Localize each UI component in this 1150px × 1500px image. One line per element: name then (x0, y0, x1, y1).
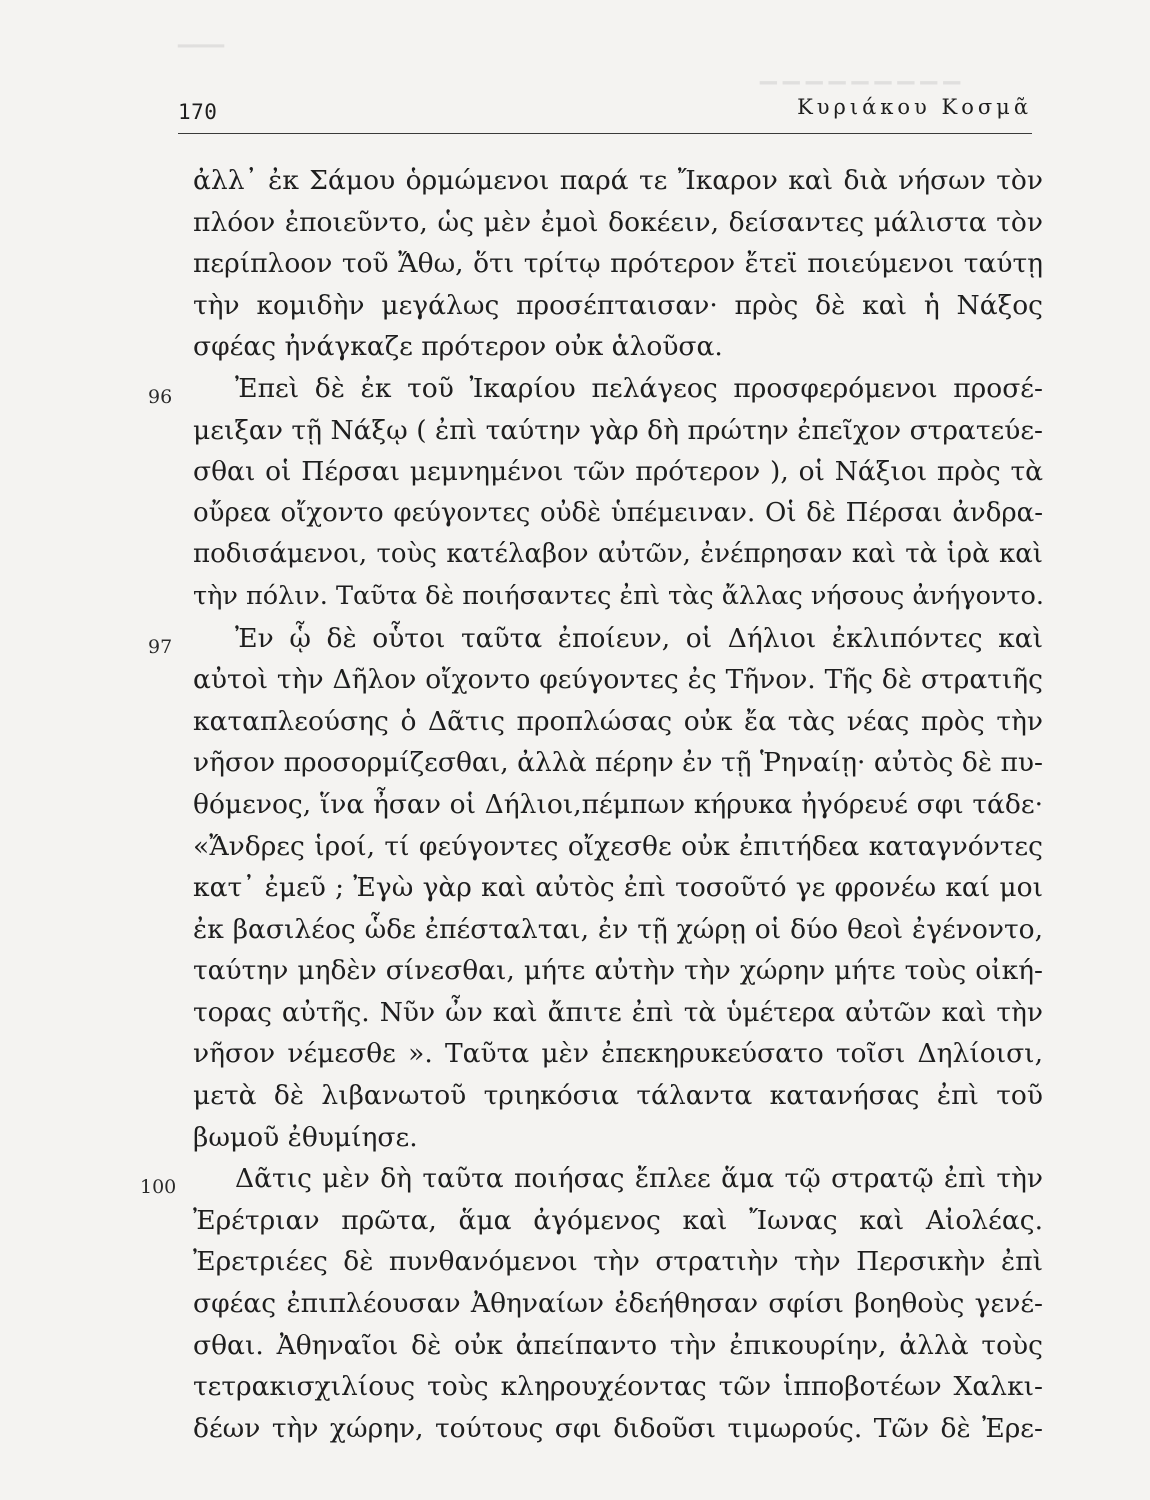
text-line: σφέας ἐπιπλέουσαν Ἀθηναίων ἐδεήθησαν σφίσι βοηθοὺς γενέ- (193, 1288, 1043, 1320)
paragraph (193, 368, 1043, 618)
text-line: ταύτην μηδὲν σίνεσθαι, μήτε αὐτὴν τὴν χώρην μήτε τοὺς οἰκή- (193, 955, 1043, 987)
show-through-decoration: ▔▔▔ (178, 44, 225, 68)
text-line: καταπλεούσης ὁ Δᾶτις προπλώσας οὐκ ἔα τὰς νέας πρὸς τὴν (193, 705, 1043, 737)
paragraph (193, 1158, 1043, 1449)
text-line: κατ᾽ ἐμεῦ ; Ἐγὼ γὰρ καὶ αὐτὸς ἐπὶ τοσοῦτό γε φρονέω καί μοι (193, 872, 1043, 904)
text-line: μετὰ δὲ λιβανωτοῦ τριηκόσια τάλαντα κατανήσας ἐπὶ τοῦ (193, 1080, 1043, 1112)
page-number: 170 (178, 100, 218, 124)
text-line: μειξαν τῇ Νάξῳ ( ἐπὶ ταύτην γὰρ δὴ πρώτην ἐπεῖχον στρατεύε- (193, 414, 1043, 446)
text-line: θόμενος, ἵνα ἦσαν οἱ Δήλιοι,πέμπων κήρυκα ἠγόρευέ σφι τάδε· (193, 788, 1043, 820)
text-line: Δᾶτις μὲν δὴ ταῦτα ποιήσας ἔπλεε ἅμα τῷ στρατῷ ἐπὶ τὴν (235, 1163, 1043, 1195)
text-line: νῆσον νέμεσθε ». Ταῦτα μὲν ἐπεκηρυκεύσατο τοῖσι Δηλίοισι, (193, 1038, 1043, 1070)
page-header (178, 90, 1032, 130)
text-line: τὴν πόλιν. Ταῦτα δὲ ποιήσαντες ἐπὶ τὰς ἄλλας νήσους ἀνήγοντο. (193, 580, 1045, 611)
header-rule (178, 133, 1032, 134)
text-line: αὐτοὶ τὴν Δῆλον οἴχοντο φεύγοντες ἐς Τῆνον. Τῆς δὲ στρατιῆς (193, 664, 1043, 696)
text-line: Ἐν ᾧ δὲ οὗτοι ταῦτα ἐποίευν, οἱ Δήλιοι ἐκλιπόντες καὶ (235, 622, 1043, 654)
text-line: τετρακισχιλίους τοὺς κληρουχέοντας τῶν ἱπποβοτέων Χαλκι- (193, 1371, 1043, 1403)
running-head: Κυριάκου Κοσμᾶ (797, 95, 1032, 119)
text-line: σθαι οἱ Πέρσαι μεμνημένοι τῶν πρότερον ), οἱ Νάξιοι πρὸς τὰ (193, 456, 1043, 488)
text-line: ἐκ βασιλέος ὧδε ἐπέσταλται, ἐν τῇ χώρῃ οἱ δύο θεοὶ ἐγένοντο, (193, 913, 1043, 945)
text-line: Ἐρετριέες δὲ πυνθανόμενοι τὴν στρατιὴν τὴν Περσικὴν ἐπὶ (193, 1246, 1043, 1278)
section-number: 97 (148, 636, 173, 658)
paragraph (193, 618, 1043, 1159)
text-line: σφέας ἠνάγκαζε πρότερον οὐκ ἁλοῦσα. (193, 331, 723, 363)
text-line: οὔρεα οἴχοντο φεύγοντες οὐδὲ ὑπέμειναν. Οἱ δὲ Πέρσαι ἀνδρα- (193, 497, 1043, 528)
text-line: ἀλλ᾽ ἐκ Σάμου ὁρμώμενοι παρά τε Ἴκαρον καὶ διὰ νήσων τὸν (193, 165, 1043, 196)
text-line: Ἐρέτριαν πρῶτα, ἅμα ἀγόμενος καὶ Ἴωνας καὶ Αἰολέας. (193, 1204, 1043, 1236)
text-line: Ἐπεὶ δὲ ἐκ τοῦ Ἰκαρίου πελάγεος προσφερόμενοι προσέ- (235, 372, 1043, 404)
text-line: δέων τὴν χώρην, τούτους σφι διδοῦσι τιμωρούς. Τῶν δὲ Ἐρε- (193, 1412, 1043, 1444)
body-text (193, 160, 1043, 1449)
text-line: πλόον ἐποιεῦντο, ὡς μὲν ἐμοὶ δοκέειν, δείσαντες μάλιστα τὸν (193, 206, 1043, 238)
text-line: ποδισάμενοι, τοὺς κατέλαβον αὐτῶν, ἐνέπρησαν καὶ τὰ ἱρὰ καὶ (193, 539, 1043, 570)
text-line: βωμοῦ ἐθυμίησε. (193, 1121, 418, 1153)
text-line: τὴν κομιδὴν μεγάλως προσέπταισαν· πρὸς δὲ καὶ ἡ Νάξος (193, 289, 1043, 321)
section-number: 96 (148, 386, 173, 408)
show-through-decoration: ▁▁▁▁▁▁▁▁▁ (760, 60, 967, 85)
text-line: σθαι. Ἀθηναῖοι δὲ οὐκ ἀπείπαντο τὴν ἐπικουρίην, ἀλλὰ τοὺς (193, 1329, 1043, 1361)
text-line: νῆσον προσορμίζεσθαι, ἀλλὰ πέρην ἐν τῇ Ῥηναίῃ· αὐτὸς δὲ πυ- (193, 747, 1043, 779)
section-number: 100 (140, 1176, 177, 1198)
text-line: τορας αὐτῆς. Νῦν ὦν καὶ ἄπιτε ἐπὶ τὰ ὑμέτερα αὐτῶν καὶ τὴν (193, 996, 1043, 1028)
text-line: περίπλοον τοῦ Ἄθω, ὅτι τρίτῳ πρότερον ἔτεϊ ποιεύμενοι ταύτῃ (193, 248, 1043, 280)
paragraph (193, 160, 1043, 368)
text-line: «Ἄνδρες ἱροί, τί φεύγοντες οἴχεσθε οὐκ ἐπιτήδεα καταγνόντες (193, 830, 1043, 862)
